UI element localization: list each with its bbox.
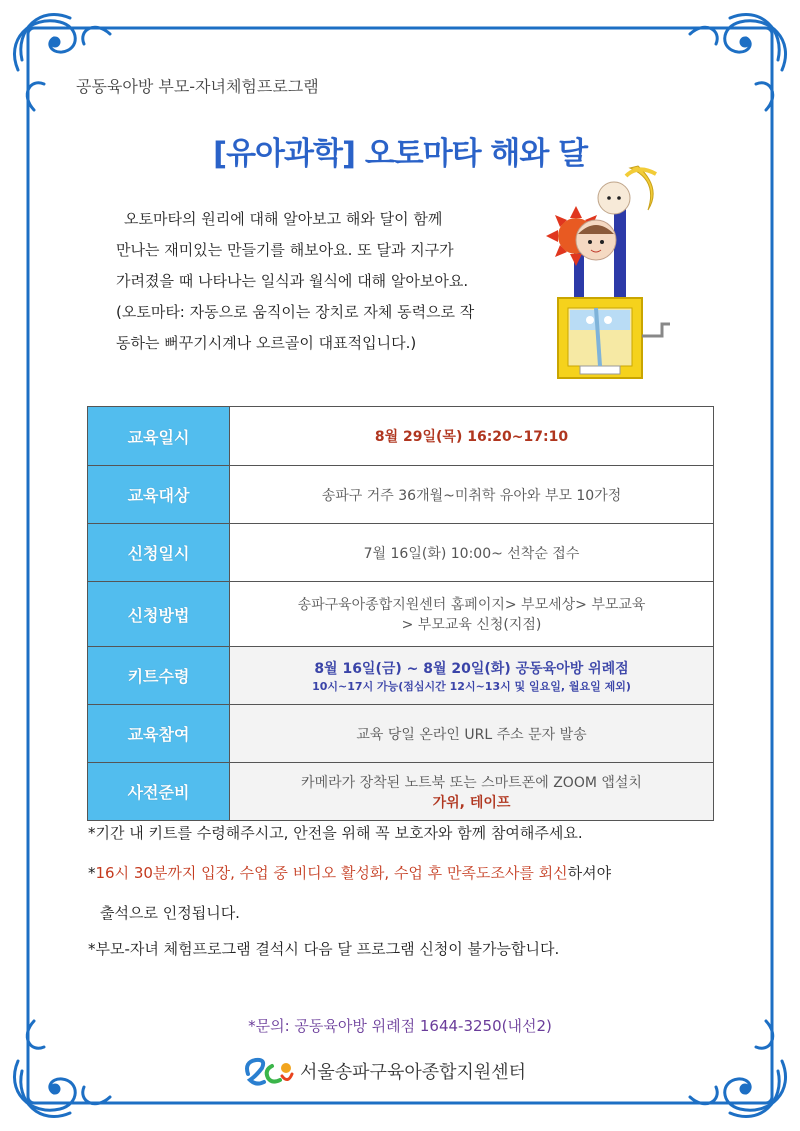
application-method-line: > 부모교육 신청(지점) xyxy=(401,617,542,633)
target-audience: 송파구 거주 36개월~미취학 유아와 부모 10가정 xyxy=(321,487,622,504)
note-attendance-suffix: 하셔야 xyxy=(567,864,612,882)
table-row xyxy=(88,466,714,524)
application-date: 7월 16일(화) 10:00~ 선착순 접수 xyxy=(363,545,580,562)
education-date: 8월 29일(목) 16:20~17:10 xyxy=(374,429,569,445)
contact-info: *문의: 공동육아방 위례점 1644-3250(내선2) xyxy=(248,1017,552,1035)
info-table xyxy=(87,406,714,821)
table-value-cell xyxy=(230,407,714,466)
table-header-cell: 사전준비 xyxy=(88,763,230,821)
table-row xyxy=(88,524,714,582)
table-row xyxy=(88,407,714,466)
table-header-cell: 신청일시 xyxy=(88,524,230,582)
note-attendance-highlight: 16시 30분까지 입장, 수업 중 비디오 활성화, 수업 후 만족도조사를 회신 xyxy=(95,864,568,882)
note-absence: *부모-자녀 체험프로그램 결석시 다음 달 프로그램 신청이 불가능합니다. xyxy=(88,940,560,958)
preparation-line: 카메라가 장착된 노트북 또는 스마트폰에 ZOOM 앱설치 xyxy=(301,774,642,791)
application-method-line: 송파구육아종합지원센터 홈페이지> 부모세상> 부모교육 xyxy=(297,597,646,613)
table-header-cell: 교육일시 xyxy=(88,407,230,466)
automata-illustration xyxy=(538,158,698,383)
table-row xyxy=(88,763,714,821)
table-value-cell xyxy=(230,582,714,647)
table-header-cell: 교육참여 xyxy=(88,705,230,763)
table-header-cell: 신청방법 xyxy=(88,582,230,647)
table-header-cell: 키트수령 xyxy=(88,647,230,705)
program-label: 공동육아방 부모-자녀체험프로그램 xyxy=(76,77,319,96)
intro-line: 동하는 뻐꾸기시계나 오르골이 대표적입니다.) xyxy=(116,334,417,352)
table-value-cell xyxy=(230,647,714,705)
table-header-cell: 교육대상 xyxy=(88,466,230,524)
table-row xyxy=(88,705,714,763)
kit-pickup-date: 8월 16일(금) ~ 8월 20일(화) 공동육아방 위례점 xyxy=(314,660,629,677)
table-value-cell xyxy=(230,705,714,763)
table-value-cell xyxy=(230,466,714,524)
preparation-items: 가위, 테이프 xyxy=(432,794,511,811)
participation-info: 교육 당일 온라인 URL 주소 문자 발송 xyxy=(356,726,587,743)
intro-line: 만나는 재미있는 만들기를 해보아요. 또 달과 지구가 xyxy=(116,241,454,259)
center-logo-icon xyxy=(242,1054,294,1088)
table-value-cell xyxy=(230,763,714,821)
kit-pickup-hours: 10시~17시 가능(점심시간 12시~13시 및 일요일, 월요일 제외) xyxy=(312,679,631,693)
intro-line: 오토마타의 원리에 대해 알아보고 해와 달이 함께 xyxy=(124,210,443,228)
note-kit: *기간 내 키트를 수령해주시고, 안전을 위해 꼭 보호자와 함께 참여해주세요. xyxy=(88,824,583,842)
center-name: 서울송파구육아종합지원센터 xyxy=(300,1062,527,1083)
intro-text xyxy=(116,204,536,359)
table-row xyxy=(88,647,714,705)
intro-line: (오토마타: 자동으로 움직이는 장치로 자체 동력으로 작 xyxy=(116,303,475,321)
note-attendance-line2: 출석으로 인정됩니다. xyxy=(100,904,240,922)
table-value-cell xyxy=(230,524,714,582)
note-attendance xyxy=(88,862,611,883)
intro-line: 가려졌을 때 나타나는 일식과 월식에 대해 알아보아요. xyxy=(116,272,469,290)
note-prefix: * xyxy=(88,864,96,882)
page-title: [유아과학] 오토마타 해와 달 xyxy=(212,136,588,172)
table-row xyxy=(88,582,714,647)
